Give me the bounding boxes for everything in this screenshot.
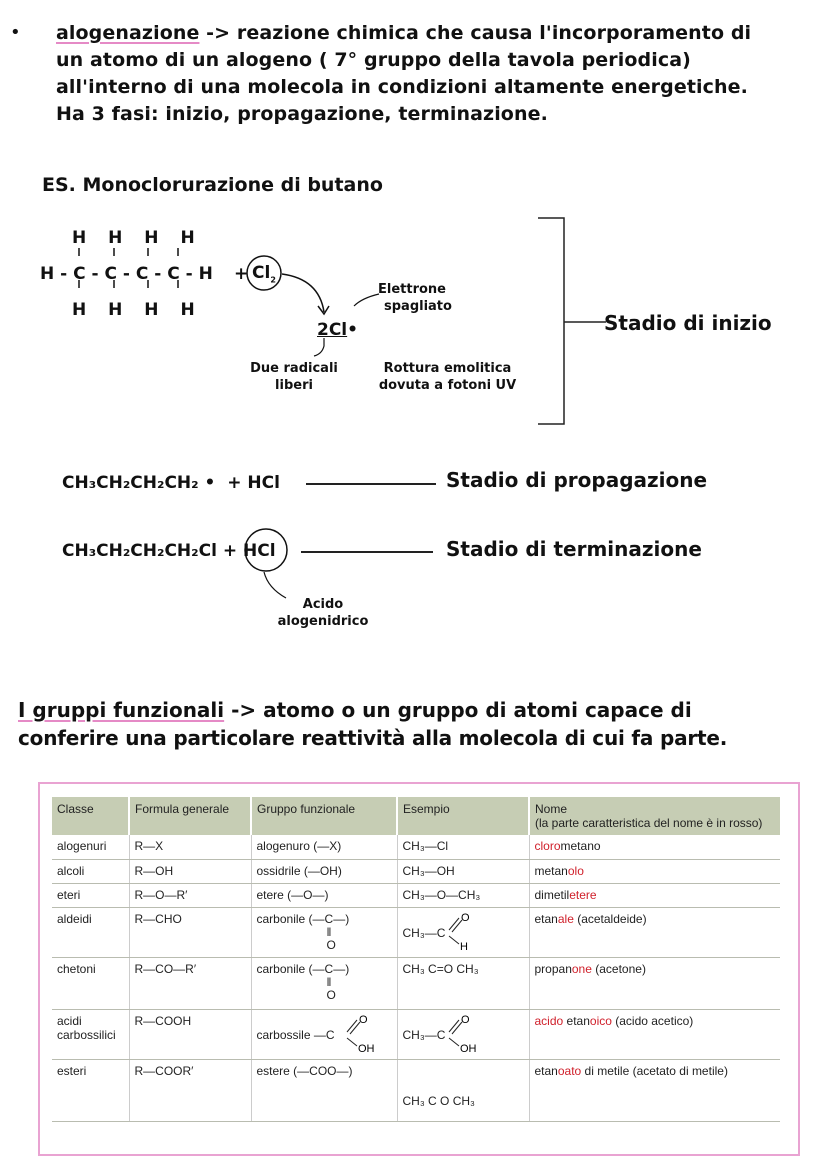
cell-esempio <box>397 1059 529 1121</box>
cell-formula: R—CO—R′ <box>129 957 251 1009</box>
table-row <box>52 859 780 883</box>
cell-esempio <box>397 907 529 957</box>
gruppo-text: carbonile (—C—) <box>256 961 350 976</box>
note-radicals <box>244 360 344 394</box>
nome-pre: etan <box>534 911 558 926</box>
note-radicals-line-1: Due radicali <box>250 361 338 376</box>
cell-esempio <box>397 1009 529 1059</box>
cell-formula: R—COOH <box>129 1009 251 1059</box>
nome-red: olo <box>567 863 584 878</box>
carbonyl-o: ‖ O <box>326 924 336 952</box>
table-row <box>52 957 780 1009</box>
cell-formula: R—O—R′ <box>129 883 251 907</box>
cell-gruppo: estere (—COO—) <box>251 1059 397 1121</box>
intro-line-3: all'interno di una molecola in condizioni altamente energetiche. <box>56 76 748 98</box>
plus-sign: + <box>234 264 249 284</box>
cell-nome <box>529 859 780 883</box>
cell-formula: R—X <box>129 835 251 859</box>
intro-line-1-rest: -> reazione chimica che causa l'incorporamento di <box>199 22 752 44</box>
header-gruppo: Gruppo funzionale <box>251 797 397 835</box>
nome-red: ale <box>557 911 574 926</box>
cell-formula: R—COOR′ <box>129 1059 251 1121</box>
header-classe: Classe <box>52 797 129 835</box>
cell-classe: esteri <box>52 1059 129 1121</box>
cell-formula: R—OH <box>129 859 251 883</box>
nome-pre: propan <box>534 961 572 976</box>
cl2-subscript: 2 <box>270 275 276 285</box>
cell-nome <box>529 1059 780 1121</box>
functional-groups-line-1 <box>18 696 692 724</box>
nome-rest: (acido acetico) <box>611 1013 694 1028</box>
table-row <box>52 883 780 907</box>
table-row <box>52 835 780 859</box>
termination-connector <box>301 551 433 553</box>
note-rupture-line-1: Rottura emolitica <box>383 361 512 376</box>
cell-gruppo <box>251 957 397 1009</box>
table-row <box>52 1009 780 1059</box>
nome-pre: metan <box>534 863 568 878</box>
cell-gruppo <box>251 1009 397 1059</box>
propagation-connector <box>306 483 436 485</box>
bullet: • <box>10 22 21 43</box>
table-header-row <box>52 797 780 835</box>
functional-groups-table <box>52 797 780 1122</box>
cell-gruppo <box>251 907 397 957</box>
svg-text:OH: OH <box>459 1042 476 1054</box>
esempio-text: CH₃—C <box>402 925 446 940</box>
cell-gruppo: etere (—O—) <box>251 883 397 907</box>
stage-termination: Stadio di terminazione <box>446 537 702 561</box>
svg-text:O: O <box>460 1013 470 1026</box>
note-rupture-line-2: dovuta a fotoni UV <box>378 378 517 393</box>
header-nome <box>529 797 780 835</box>
table-row <box>52 907 780 957</box>
functional-groups-line-2: conferire una particolare reattività alla molecola di cui fa parte. <box>18 726 728 750</box>
esempio-text: CH₃ C O CH₃ <box>402 1093 475 1108</box>
initiation-bracket <box>530 214 610 428</box>
cell-gruppo: ossidrile (—OH) <box>251 859 397 883</box>
acid-bonds <box>447 1014 483 1054</box>
term-gruppi-funzionali: I gruppi funzionali <box>18 698 225 722</box>
butane-bottom-h: H H H H <box>72 300 203 320</box>
propagation-equation: CH₃CH₂CH₂CH₂ • + HCl <box>62 473 280 493</box>
cell-nome <box>529 835 780 859</box>
cell-esempio <box>397 957 529 1009</box>
nome-red: acido <box>534 1013 564 1028</box>
nome-red-2: oico <box>589 1013 612 1028</box>
cell-classe: acidi carbossilici <box>52 1009 129 1059</box>
carbonyl-o: ‖ O <box>326 974 336 1002</box>
cell-formula: R—CHO <box>129 907 251 957</box>
cell-esempio: CH₃—OH <box>397 859 529 883</box>
header-nome-label: Nome <box>535 802 568 816</box>
nome-red: cloro <box>534 839 561 853</box>
radical-dot: • <box>347 320 359 340</box>
nome-red: one <box>571 961 592 976</box>
cell-classe: alcoli <box>52 859 129 883</box>
esempio-text: CH₃—C <box>402 1027 446 1042</box>
nome-pre: etan <box>534 1063 558 1078</box>
note-electron-line-1: Elettrone <box>378 282 446 297</box>
note-electron-line-2: spagliato <box>384 299 452 314</box>
svg-text:O: O <box>358 1013 368 1026</box>
note-acid <box>268 596 378 630</box>
cell-classe: chetoni <box>52 957 129 1009</box>
nome-rest: (acetaldeide) <box>573 911 647 926</box>
nome-rest: metano <box>560 839 601 853</box>
nome-red: etere <box>569 887 597 902</box>
example-title: ES. Monoclorurazione di butano <box>42 174 383 196</box>
stage-propagation: Stadio di propagazione <box>446 468 708 492</box>
product-2cl-text: 2Cl <box>317 320 348 340</box>
intro-line-1 <box>56 20 751 46</box>
functional-groups-line-1-rest: -> atomo o un gruppo di atomi capace di <box>224 698 692 722</box>
cell-classe: alogenuri <box>52 835 129 859</box>
cell-classe: eteri <box>52 883 129 907</box>
nome-rest: di metile (acetato di metile) <box>581 1063 728 1078</box>
svg-text:O: O <box>460 911 470 924</box>
butane-top-h: H H H H <box>72 228 203 248</box>
esempio-text: CH₃ C=O CH₃ <box>402 961 479 976</box>
aldehyde-bonds <box>447 912 477 952</box>
cell-nome <box>529 883 780 907</box>
nome-red: oato <box>557 1063 582 1078</box>
svg-text:OH: OH <box>357 1042 374 1054</box>
gruppo-text: carbossile —C <box>256 1027 335 1042</box>
note-rupture <box>370 360 525 394</box>
nome-pre: dimetil <box>534 887 570 902</box>
cell-esempio: CH₃—Cl <box>397 835 529 859</box>
cell-nome <box>529 907 780 957</box>
cell-nome <box>529 957 780 1009</box>
header-formula: Formula generale <box>129 797 251 835</box>
cl2-symbol: Cl <box>252 263 271 283</box>
header-nome-note: (la parte caratteristica del nome è in rosso) <box>535 816 763 830</box>
gruppo-text: carbonile (—C—) <box>256 911 350 926</box>
table-row <box>52 1059 780 1121</box>
note-acid-line-1: Acido <box>302 597 344 612</box>
term-alogenazione: alogenazione <box>56 22 200 44</box>
cl2-molecule <box>252 263 276 284</box>
note-acid-line-2: alogenidrico <box>277 614 369 629</box>
header-esempio: Esempio <box>397 797 529 835</box>
termination-equation-pre: CH₃CH₂CH₂CH₂Cl + <box>62 541 243 561</box>
cell-nome <box>529 1009 780 1059</box>
cell-gruppo: alogenuro (—X) <box>251 835 397 859</box>
note-electron <box>378 281 452 315</box>
note-radicals-line-2: liberi <box>275 378 313 393</box>
nome-rest: (acetone) <box>591 961 646 976</box>
nome-mid: etan <box>563 1013 590 1028</box>
butane-main-chain: H - C - C - C - C - H <box>40 264 213 284</box>
intro-line-4: Ha 3 fasi: inizio, propagazione, terminazione. <box>56 103 548 125</box>
svg-text:H: H <box>459 940 468 952</box>
cell-esempio: CH₃—O—CH₃ <box>397 883 529 907</box>
hcl-circled: HCl <box>242 541 276 561</box>
carboxyl-bonds <box>345 1014 381 1054</box>
intro-line-2: un atomo di un alogeno ( 7° gruppo della tavola periodica) <box>56 49 691 71</box>
stage-initiation: Stadio di inizio <box>604 311 772 335</box>
cell-classe: aldeidi <box>52 907 129 957</box>
